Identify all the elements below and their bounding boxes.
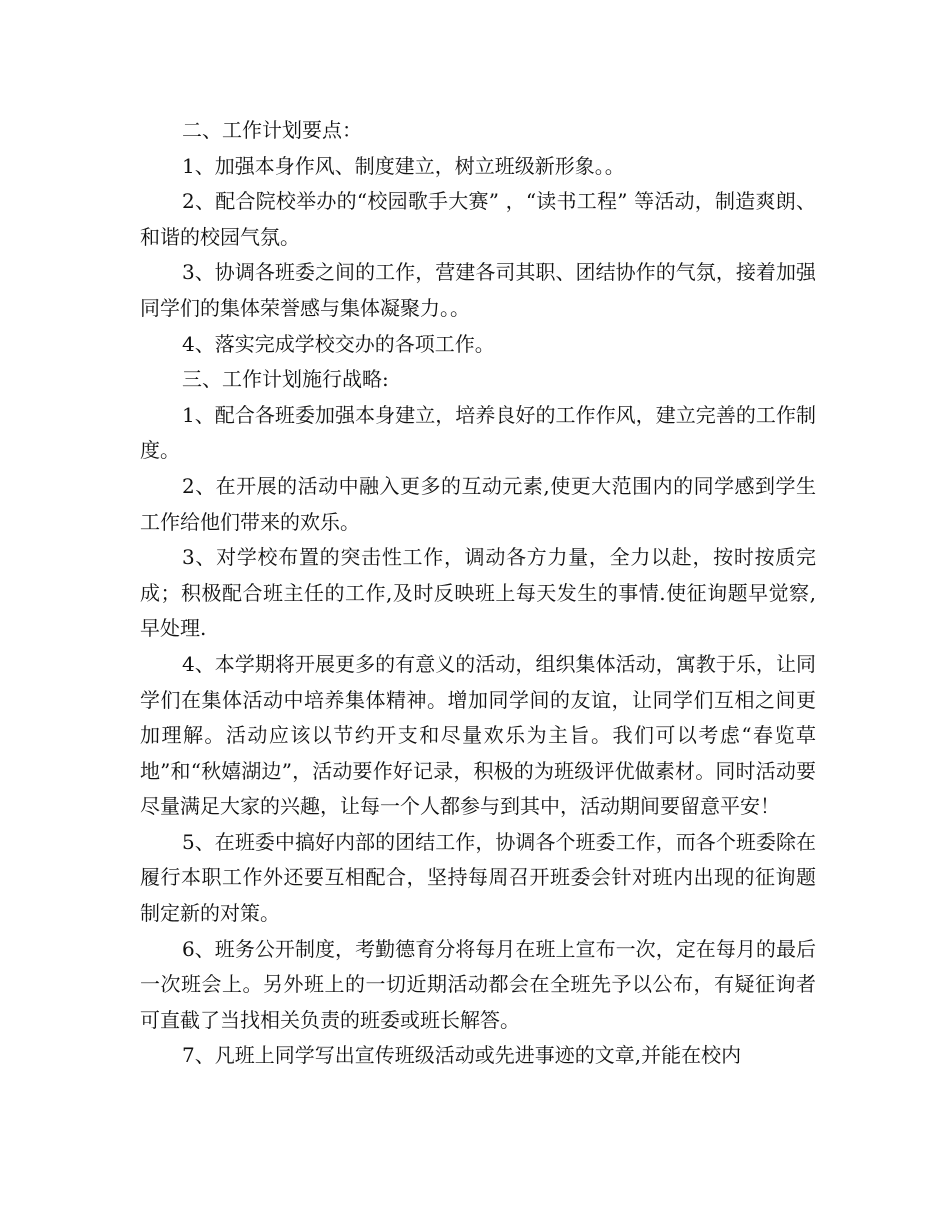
paragraph: 4、本学期将开展更多的有意义的活动，组织集体活动，寓教于乐，让同学们在集体活动中培养集体精神。增加同学间的友谊，让同学们互相之间更加理解。活动应该以节约开支和尽量欢乐为主旨。我们可以考虑“春览草地”和“秋嬉湖边”，活动要作好记录，积极的为班级评优做素材。同时活动要尽量满足大家的兴趣，让每一个人都参与到其中，活动期间要留意平安！ — [140, 651, 816, 819]
paragraph: 3、对学校布置的突击性工作，调动各方力量，全力以赴，按时按质完成；积极配合班主任的工作,及时反映班上每天发生的事情.使征询题早觉察,早处理. — [140, 545, 816, 641]
section-heading-key-points: 二、工作计划要点： — [182, 118, 362, 142]
document-page — [140, 113, 816, 1074]
section-heading-strategy: 三、工作计划施行战略: — [182, 367, 389, 392]
paragraph: 1、配合各班委加强本身建立，培养良好的工作作风，建立完善的工作制度。 — [140, 402, 816, 463]
paragraph: 7、凡班上同学写出宣传班级活动或先进事迹的文章,并能在校内 — [182, 1043, 742, 1068]
paragraph: 2、在开展的活动中融入更多的互动元素,使更大范围内的同学感到学生工作给他们带来的欢乐。 — [140, 473, 816, 534]
paragraph: 4、落实完成学校交办的各项工作。 — [182, 331, 495, 356]
paragraph: 1、加强本身作风、制度建立，树立班级新形象。。 — [182, 153, 625, 178]
paragraph: 6、班务公开制度，考勤德育分将每月在班上宣布一次，定在每月的最后一次班会上。另外班上的一切近期活动都会在全班先予以公布，有疑征询者可直截了当找相关负责的班委或班长解答。 — [140, 936, 816, 1032]
paragraph: 5、在班委中搞好内部的团结工作，协调各个班委工作，而各个班委除在履行本职工作外还要互相配合，坚持每周召开班委会针对班内出现的征询题制定新的对策。 — [140, 829, 816, 926]
paragraph: 3、协调各班委之间的工作，营建各司其职、团结协作的气氛，接着加强同学们的集体荣誉感与集体凝聚力。。 — [140, 260, 816, 320]
paragraph: 2、配合院校举办的“校园歌手大赛” ，“读书工程” 等活动，制造爽朗、和谐的校园气氛。 — [140, 189, 816, 249]
